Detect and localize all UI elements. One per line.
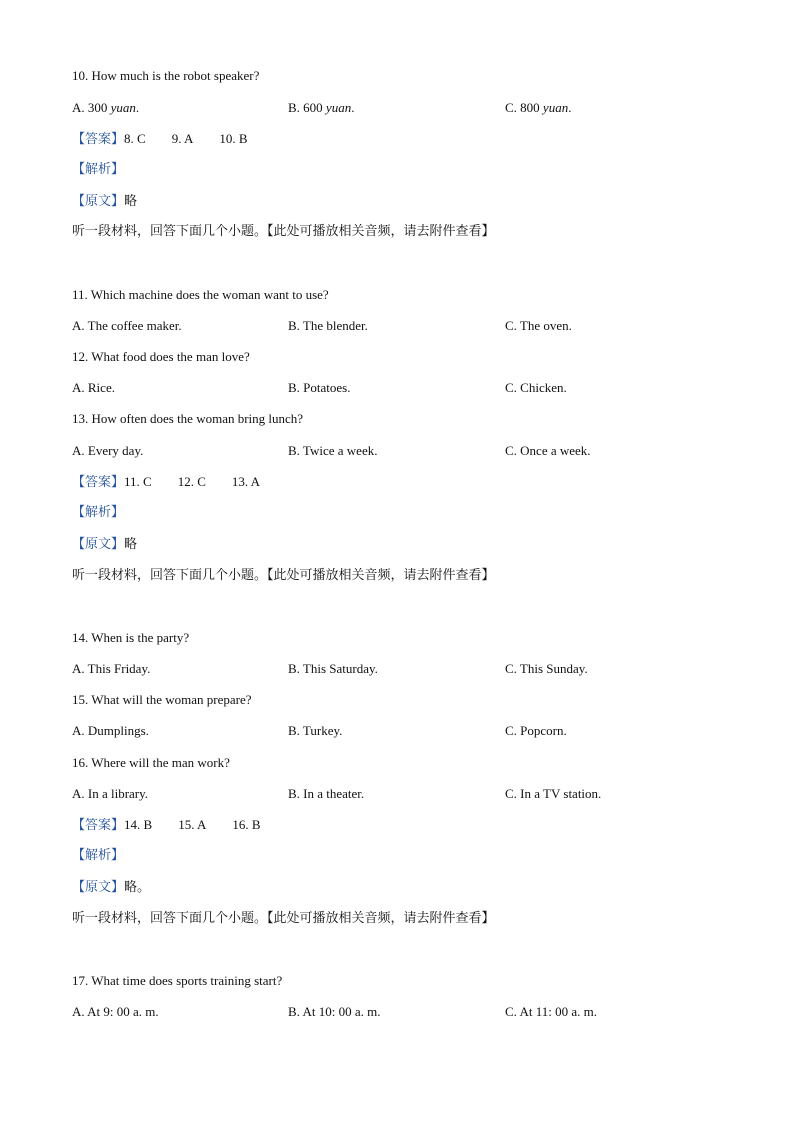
listen-instruction-1: 听一段材料，回答下面几个小题。【此处可播放相关音频，请去附件查看】 [72,224,495,239]
listen-instruction-2: 听一段材料，回答下面几个小题。【此处可播放相关音频，请去附件查看】 [72,568,495,583]
question-10: 10. How much is the robot speaker? [72,68,260,83]
analysis-label-3: 【解析】 [72,848,125,863]
answer-line-2: 【答案】11. C 12. C 13. A [72,474,261,490]
option-13-a: A. Every day. [72,443,144,458]
option-15-a: A. Dumplings. [72,723,149,738]
original-line-1: 【原文】略 [72,194,138,209]
question-11: 11. Which machine does the woman want to use? [72,287,329,302]
option-17-a: A. At 9: 00 a. m. [72,1004,159,1019]
option-14-c: C. This Sunday. [505,661,588,676]
option-16-c: C. In a TV station. [505,786,602,801]
question-14: 14. When is the party? [72,630,190,645]
option-10-a: A. 300 yuan. [72,100,140,115]
option-15-b: B. Turkey. [288,723,343,738]
answer-line-3: 【答案】14. B 15. A 16. B [72,817,261,833]
option-12-c: C. Chicken. [505,380,567,395]
option-16-a: A. In a library. [72,786,149,801]
option-11-c: C. The oven. [505,318,572,333]
option-15-c: C. Popcorn. [505,723,567,738]
analysis-label-2: 【解析】 [72,505,125,520]
listen-instruction-3: 听一段材料，回答下面几个小题。【此处可播放相关音频，请去附件查看】 [72,911,495,926]
option-13-c: C. Once a week. [505,443,591,458]
question-17: 17. What time does sports training start? [72,973,283,988]
option-11-a: A. The coffee maker. [72,318,182,333]
option-11-b: B. The blender. [288,318,368,333]
option-10-b: B. 600 yuan. [288,100,355,115]
analysis-label-1: 【解析】 [72,162,125,177]
option-10-c: C. 800 yuan. [505,100,572,115]
question-15: 15. What will the woman prepare? [72,692,252,707]
option-16-b: B. In a theater. [288,786,365,801]
option-13-b: B. Twice a week. [288,443,378,458]
question-12: 12. What food does the man love? [72,349,250,364]
option-17-b: B. At 10: 00 a. m. [288,1004,381,1019]
option-17-c: C. At 11: 00 a. m. [505,1004,597,1019]
answer-line-1: 【答案】8. C 9. A 10. B [72,131,248,147]
original-line-2: 【原文】略 [72,537,138,552]
original-line-3: 【原文】略。 [72,880,151,895]
option-12-a: A. Rice. [72,380,115,395]
option-12-b: B. Potatoes. [288,380,351,395]
question-13: 13. How often does the woman bring lunch? [72,411,304,426]
question-16: 16. Where will the man work? [72,755,230,770]
option-14-b: B. This Saturday. [288,661,378,676]
option-14-a: A. This Friday. [72,661,151,676]
